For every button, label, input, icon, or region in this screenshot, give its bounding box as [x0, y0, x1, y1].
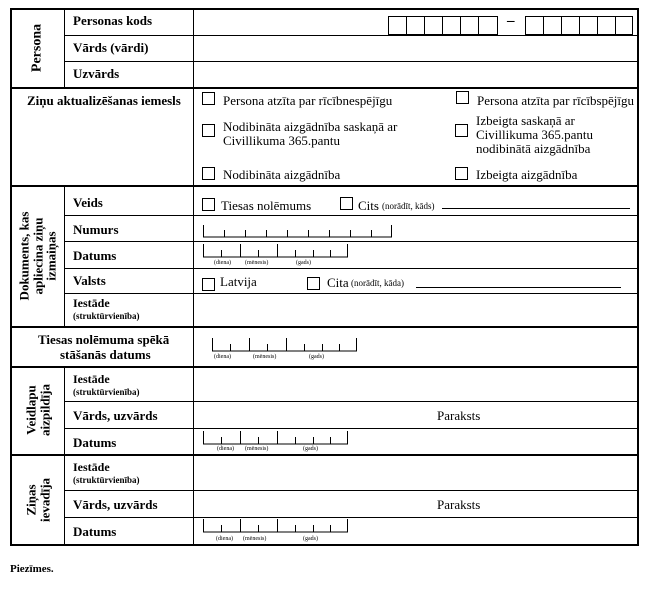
- filler-name-field[interactable]: [194, 402, 424, 428]
- document-type-other-label: Cits: [358, 198, 379, 213]
- filler-date-label: Datums: [73, 435, 117, 450]
- reason-label: Ziņu aktualizēšanas iemesls: [27, 93, 181, 108]
- court-date-month-hint: (mēnesis): [253, 354, 277, 360]
- document-country-latvia-label: Latvija: [220, 274, 257, 289]
- document-type-other-checkbox[interactable]: [340, 197, 353, 210]
- reason-option-6-checkbox[interactable]: [455, 167, 468, 180]
- entry-name-field[interactable]: [194, 491, 424, 517]
- court-date-year-hint: (gads): [309, 354, 324, 360]
- notes-label: Piezīmes.: [10, 563, 54, 575]
- document-type-label: Veids: [73, 195, 103, 210]
- document-country-latvia-checkbox[interactable]: [202, 278, 215, 291]
- filler-institution-label: Iestāde: [73, 372, 110, 386]
- reason-option-4-label: Izbeigta saskaņā ar Civillikuma 365.pantu nodibinātā aizgādnība: [476, 113, 593, 156]
- person-surname-label: Uzvārds: [73, 66, 120, 81]
- filler-date-month-hint: (mēnesis): [245, 446, 269, 452]
- document-institution-sub: (struktūrvienība): [73, 311, 140, 321]
- reason-option-2-checkbox[interactable]: [456, 91, 469, 104]
- document-number-field[interactable]: [203, 223, 393, 238]
- reason-option-5-label: Nodibināta aizgādnība: [223, 167, 341, 182]
- document-country-other-hint: (norādīt, kāda): [351, 278, 404, 288]
- reason-option-3-label: Nodibināta aizgādnība saskaņā ar Civillikuma 365.pantu: [223, 119, 398, 148]
- filler-institution-field[interactable]: [194, 368, 637, 401]
- document-type-other-field[interactable]: [442, 208, 630, 209]
- document-number-label: Numurs: [73, 222, 119, 237]
- filler-institution-sub: (struktūrvienība): [73, 387, 140, 397]
- person-code-dash: –: [507, 13, 515, 29]
- document-country-other-field[interactable]: [416, 287, 621, 288]
- document-section-title: Dokuments, kas apliecina ziņu izmaiņas: [16, 211, 59, 301]
- reason-option-4-checkbox[interactable]: [455, 124, 468, 137]
- person-surname-field[interactable]: [194, 62, 637, 87]
- court-date-field[interactable]: [212, 337, 358, 352]
- document-date-day-hint: (diena): [214, 260, 231, 266]
- document-institution-label: Iestāde: [73, 296, 110, 310]
- filler-date-year-hint: (gads): [303, 446, 318, 452]
- document-country-other-checkbox[interactable]: [307, 277, 320, 290]
- document-institution-field[interactable]: [194, 294, 637, 326]
- filler-name-label: Vārds, uzvārds: [73, 408, 158, 423]
- entry-date-day-hint: (diena): [216, 536, 233, 542]
- entry-name-label: Vārds, uzvārds: [73, 497, 158, 512]
- entry-signature-label: Paraksts: [437, 497, 481, 512]
- filler-date-day-hint: (diena): [217, 446, 234, 452]
- court-date-label-line2: stāšanās datums: [60, 347, 151, 362]
- document-date-label: Datums: [73, 248, 117, 263]
- filler-section-title: Veidlapu aizpildīja: [23, 384, 52, 437]
- filler-date-field[interactable]: [203, 430, 349, 445]
- entry-institution-field[interactable]: [194, 456, 637, 490]
- person-name-label: Vārds (vārdi): [73, 40, 149, 55]
- reason-option-3-checkbox[interactable]: [202, 124, 215, 137]
- person-code-label: Personas kods: [73, 13, 153, 28]
- entry-institution-label: Iestāde: [73, 460, 110, 474]
- reason-option-2-label: Persona atzīta par rīcībspējīgu: [477, 93, 635, 108]
- document-type-court-label: Tiesas nolēmums: [221, 198, 312, 213]
- entry-date-field[interactable]: [203, 518, 349, 533]
- filler-signature-label: Paraksts: [437, 408, 481, 423]
- document-country-label: Valsts: [73, 273, 106, 288]
- document-type-other-hint: (norādīt, kāds): [382, 201, 435, 211]
- document-date-field[interactable]: [203, 243, 349, 258]
- person-code-part1[interactable]: [388, 16, 498, 35]
- reason-option-1-label: Persona atzīta par rīcībnespējīgu: [223, 93, 393, 108]
- court-date-day-hint: (diena): [214, 354, 231, 360]
- entry-section-title: Ziņas ievadīja: [23, 477, 52, 523]
- entry-date-year-hint: (gads): [303, 536, 318, 542]
- document-date-month-hint: (mēnesis): [245, 260, 269, 266]
- entry-date-month-hint: (mēnesis): [243, 536, 267, 542]
- person-section-title: Persona: [29, 23, 45, 73]
- entry-institution-sub: (struktūrvienība): [73, 475, 140, 485]
- reason-option-6-label: Izbeigta aizgādnība: [476, 167, 578, 182]
- document-type-court-checkbox[interactable]: [202, 198, 215, 211]
- document-date-year-hint: (gads): [296, 260, 311, 266]
- reason-option-5-checkbox[interactable]: [202, 167, 215, 180]
- court-date-label-line1: Tiesas nolēmuma spēkā: [38, 332, 170, 347]
- person-code-part2[interactable]: [525, 16, 633, 35]
- entry-date-label: Datums: [73, 524, 117, 539]
- document-country-other-label: Cita: [327, 275, 349, 290]
- person-name-field[interactable]: [194, 36, 637, 61]
- reason-option-1-checkbox[interactable]: [202, 92, 215, 105]
